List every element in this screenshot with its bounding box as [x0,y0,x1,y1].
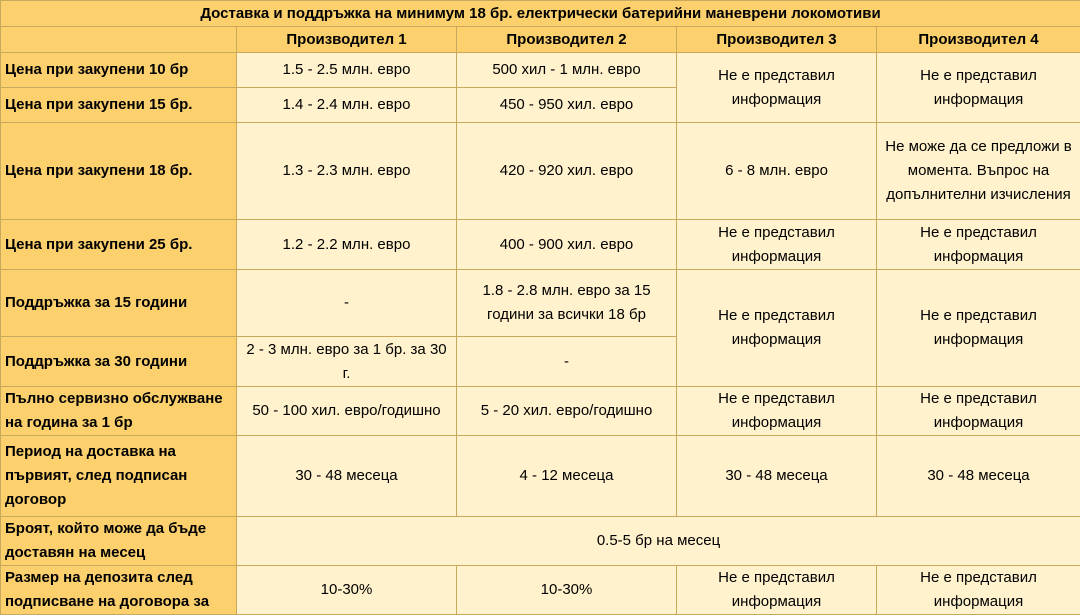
support-p3: Не е представил информация [677,270,877,387]
deposit-p1: 10-30% [237,566,457,615]
price-18-p3: 6 - 8 млн. евро [677,123,877,220]
deposit-p2: 10-30% [457,566,677,615]
delivery-p3: 30 - 48 месеца [677,436,877,517]
header-producer-3: Производител 3 [677,27,877,53]
row-label-price-25: Цена при закупени 25 бр. [1,220,237,270]
header-producer-2: Производител 2 [457,27,677,53]
row-label-price-18: Цена при закупени 18 бр. [1,123,237,220]
row-label-price-15: Цена при закупени 15 бр. [1,88,237,123]
price-10-p1: 1.5 - 2.5 млн. евро [237,53,457,88]
row-label-delivery: Период на доставка на първият, след подписан договор [1,436,237,517]
monthly-value: 0.5-5 бр на месец [237,517,1080,566]
support-30-p1: 2 - 3 млн. евро за 1 бр. за 30 г. [237,337,457,387]
deposit-p3: Не е представил информация [677,566,877,615]
price-18-p2: 420 - 920 хил. евро [457,123,677,220]
delivery-p4: 30 - 48 месеца [877,436,1080,517]
header-producer-4: Производител 4 [877,27,1080,53]
delivery-p2: 4 - 12 месеца [457,436,677,517]
row-label-service: Пълно сервизно обслужване на година за 1 бр [1,387,237,436]
price-18-p1: 1.3 - 2.3 млн. евро [237,123,457,220]
header-blank [1,27,237,53]
table-title: Доставка и поддръжка на минимум 18 бр. електрически батерийни маневрени локомотиви [1,1,1080,27]
support-30-p2: - [457,337,677,387]
service-p3: Не е представил информация [677,387,877,436]
delivery-p1: 30 - 48 месеца [237,436,457,517]
row-label-support-30: Поддръжка за 30 години [1,337,237,387]
row-label-deposit: Размер на депозита след подписване на договора за [1,566,237,615]
price-15-p1: 1.4 - 2.4 млн. евро [237,88,457,123]
price-25-p1: 1.2 - 2.2 млн. евро [237,220,457,270]
header-producer-1: Производител 1 [237,27,457,53]
deposit-p4: Не е представил информация [877,566,1080,615]
row-label-price-10: Цена при закупени 10 бр [1,53,237,88]
price-15-p2: 450 - 950 хил. евро [457,88,677,123]
price-25-p2: 400 - 900 хил. евро [457,220,677,270]
support-p4: Не е представил информация [877,270,1080,387]
price-10-15-p3: Не е представил информация [677,53,877,123]
price-18-p4: Не може да се предложи в момента. Въпрос на допълнителни изчисления [877,123,1080,220]
support-15-p1: - [237,270,457,337]
support-15-p2: 1.8 - 2.8 млн. евро за 15 години за всички 18 бр [457,270,677,337]
price-25-p3: Не е представил информация [677,220,877,270]
service-p2: 5 - 20 хил. евро/годишно [457,387,677,436]
price-10-p2: 500 хил - 1 млн. евро [457,53,677,88]
service-p4: Не е представил информация [877,387,1080,436]
service-p1: 50 - 100 хил. евро/годишно [237,387,457,436]
price-25-p4: Не е представил информация [877,220,1080,270]
price-10-15-p4: Не е представил информация [877,53,1080,123]
row-label-monthly: Броят, който може да бъде доставян на месец [1,517,237,566]
row-label-support-15: Поддръжка за 15 години [1,270,237,337]
